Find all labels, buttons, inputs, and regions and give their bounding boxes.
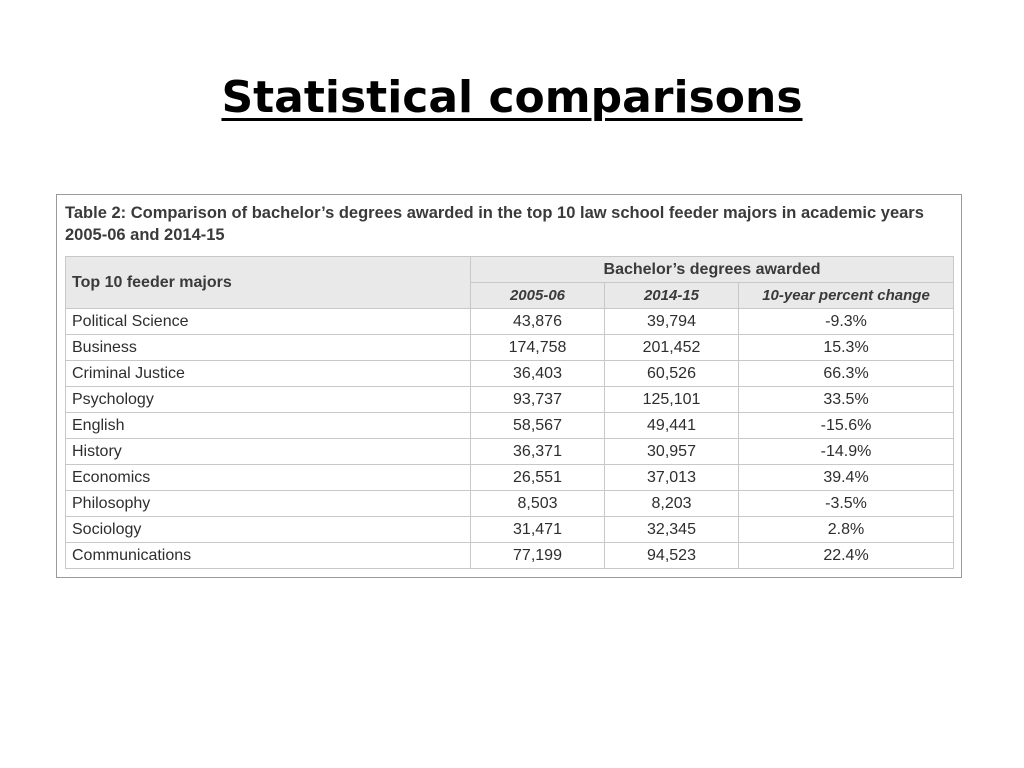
degrees-2014-15-cell: 30,957	[605, 439, 739, 465]
percent-change-cell: 22.4%	[739, 543, 954, 569]
major-cell: Communications	[66, 543, 471, 569]
column-header-major: Top 10 feeder majors	[66, 257, 471, 309]
major-cell: English	[66, 413, 471, 439]
percent-change-cell: 39.4%	[739, 465, 954, 491]
percent-change-cell: 2.8%	[739, 517, 954, 543]
degrees-2005-06-cell: 26,551	[471, 465, 605, 491]
degrees-2014-15-cell: 49,441	[605, 413, 739, 439]
percent-change-cell: -3.5%	[739, 491, 954, 517]
degrees-2005-06-cell: 93,737	[471, 387, 605, 413]
percent-change-cell: -9.3%	[739, 309, 954, 335]
degrees-2005-06-cell: 8,503	[471, 491, 605, 517]
degrees-2005-06-cell: 174,758	[471, 335, 605, 361]
column-header-2014-15: 2014-15	[605, 283, 739, 309]
degrees-2014-15-cell: 32,345	[605, 517, 739, 543]
major-cell: Philosophy	[66, 491, 471, 517]
major-cell: Criminal Justice	[66, 361, 471, 387]
table-row	[66, 439, 954, 465]
major-cell: Economics	[66, 465, 471, 491]
degrees-2014-15-cell: 37,013	[605, 465, 739, 491]
table-row	[66, 361, 954, 387]
table-frame	[56, 194, 962, 578]
degrees-2005-06-cell: 77,199	[471, 543, 605, 569]
degrees-table	[65, 256, 954, 569]
column-header-percent-change: 10-year percent change	[739, 283, 954, 309]
major-cell: Political Science	[66, 309, 471, 335]
major-cell: History	[66, 439, 471, 465]
table-row	[66, 543, 954, 569]
percent-change-cell: 33.5%	[739, 387, 954, 413]
table-row	[66, 413, 954, 439]
degrees-2005-06-cell: 31,471	[471, 517, 605, 543]
table-row	[66, 387, 954, 413]
column-group-header: Bachelor’s degrees awarded	[471, 257, 954, 283]
degrees-2014-15-cell: 201,452	[605, 335, 739, 361]
table-caption: Table 2: Comparison of bachelor’s degrees awarded in the top 10 law school feeder majors in academic years 2005-06 and 2014-15	[65, 204, 924, 244]
table-row	[66, 335, 954, 361]
degrees-2014-15-cell: 60,526	[605, 361, 739, 387]
degrees-2005-06-cell: 58,567	[471, 413, 605, 439]
percent-change-cell: -15.6%	[739, 413, 954, 439]
major-cell: Business	[66, 335, 471, 361]
degrees-2005-06-cell: 43,876	[471, 309, 605, 335]
major-cell: Psychology	[66, 387, 471, 413]
table-row	[66, 517, 954, 543]
slide-title: Statistical comparisons	[221, 72, 803, 123]
percent-change-cell: -14.9%	[739, 439, 954, 465]
degrees-2014-15-cell: 125,101	[605, 387, 739, 413]
percent-change-cell: 15.3%	[739, 335, 954, 361]
table-row	[66, 465, 954, 491]
major-cell: Sociology	[66, 517, 471, 543]
table-header-row	[66, 257, 954, 283]
column-header-2005-06: 2005-06	[471, 283, 605, 309]
degrees-2014-15-cell: 94,523	[605, 543, 739, 569]
degrees-2014-15-cell: 8,203	[605, 491, 739, 517]
percent-change-cell: 66.3%	[739, 361, 954, 387]
table-row	[66, 309, 954, 335]
degrees-2005-06-cell: 36,371	[471, 439, 605, 465]
degrees-2014-15-cell: 39,794	[605, 309, 739, 335]
table-row	[66, 491, 954, 517]
degrees-2005-06-cell: 36,403	[471, 361, 605, 387]
